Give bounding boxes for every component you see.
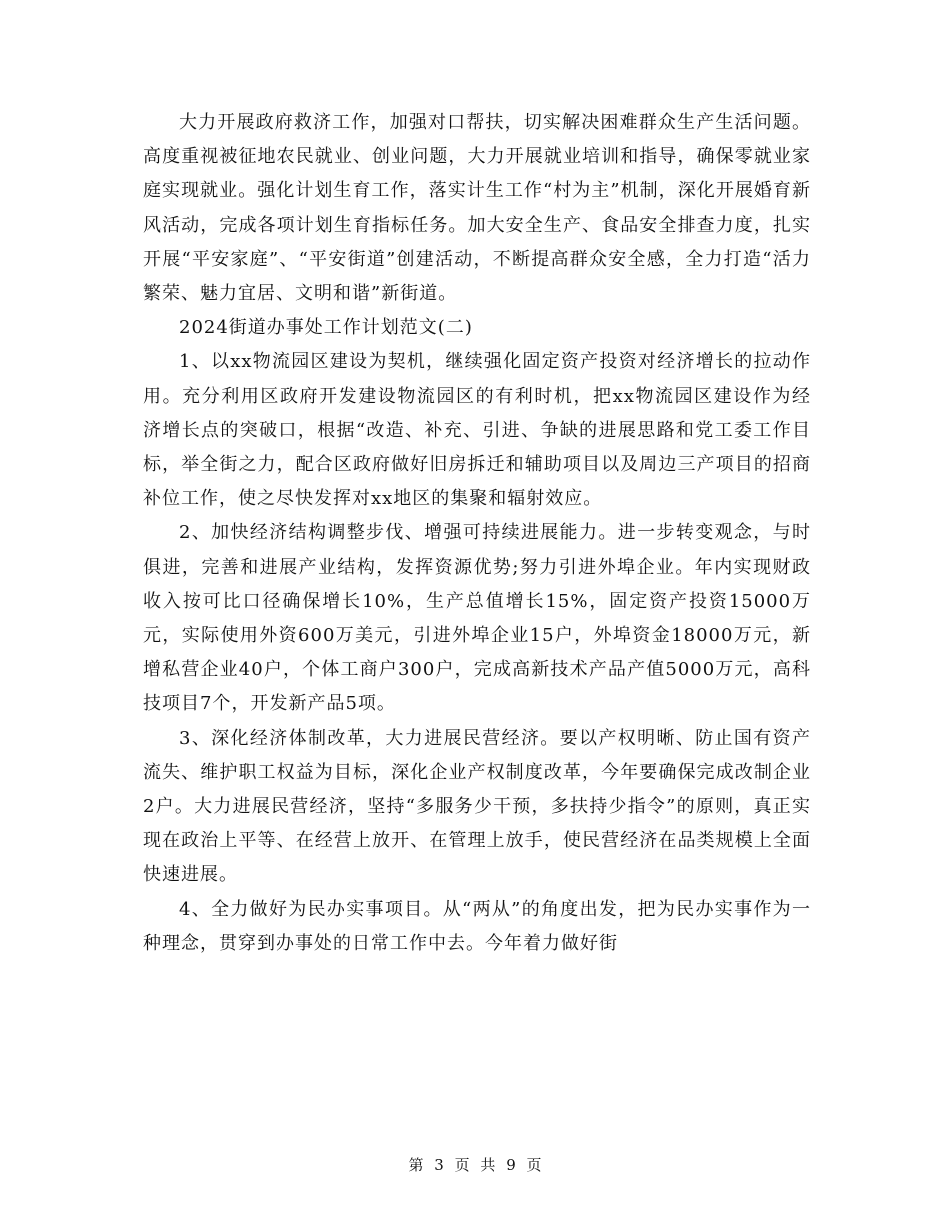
current-page-number: 3 [434,1156,444,1174]
paragraph-item-1: 1、以xx物流园区建设为契机，继续强化固定资产投资对经济增长的拉动作用。充分利用区政府开发建设物流园区的有利时机，把xx物流园区建设作为经济增长点的突破口，根据“改造、补充、引进、争缺的进展思路和党工委工作目标，举全街之力，配合区政府做好旧房拆迁和辅助项目以及周边三产项目的招商补位工作，使之尽快发挥对xx地区的集聚和辐射效应。 [143,351,811,510]
paragraph-item-4: 4、全力做好为民办实事项目。从“两从”的角度出发，把为民办实事作为一种理念，贯穿到办事处的日常工作中去。今年着力做好街 [143,898,811,954]
document-body [143,106,811,961]
total-pages-number: 9 [506,1156,516,1174]
page-label-suffix: 页 [526,1156,542,1174]
page-label-prefix: 第 [408,1156,424,1174]
section-heading: 2024街道办事处工作计划范文(二) [179,317,473,339]
page-footer [0,1155,950,1175]
paragraph-item-2: 2、加快经济结构调整步伐、增强可持续进展能力。进一步转变观念，与时俱进，完善和进展产业结构，发挥资源优势;努力引进外埠企业。年内实现财政收入按可比口径确保增长10%，生产总值增长15%，固定资产投资15000万元，实际使用外资600万美元，引进外埠企业15户，外埠资金18000万元，新增私营企业40户，个体工商户300户，完成高新技术产品产值5000万元，高科技项目7个，开发新产品5项。 [143,522,811,715]
total-label: 共 [480,1156,496,1174]
page-label-mid: 页 [454,1156,470,1174]
paragraph-item-3: 3、深化经济体制改革，大力进展民营经济。要以产权明晰、防止国有资产流失、维护职工权益为目标，深化企业产权制度改革，今年要确保完成改制企业2户。大力进展民营经济，坚持“多服务少干预，多扶持少指令”的原则，真正实现在政治上平等、在经营上放开、在管理上放手，使民营经济在品类规模上全面快速进展。 [143,727,811,886]
paragraph-relief-work: 大力开展政府救济工作，加强对口帮扶，切实解决困难群众生产生活问题。高度重视被征地农民就业、创业问题，大力开展就业培训和指导，确保零就业家庭实现就业。强化计划生育工作，落实计生工作“村为主”机制，深化开展婚育新风活动，完成各项计划生育指标任务。加大安全生产、食品安全排查力度，扎实开展“平安家庭”、“平安街道”创建活动，不断提高群众安全感，全力打造“活力繁荣、魅力宜居、文明和谐”新街道。 [143,112,811,305]
